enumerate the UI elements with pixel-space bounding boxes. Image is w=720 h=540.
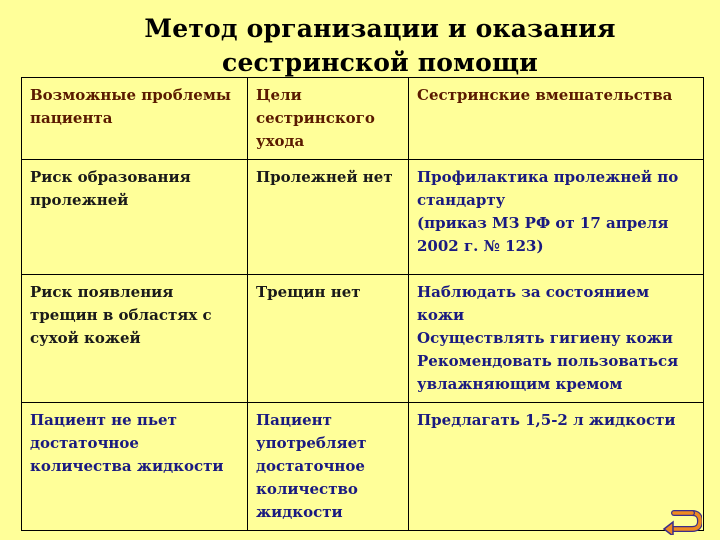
nursing-care-table bbox=[21, 77, 704, 531]
return-arrow-icon[interactable] bbox=[662, 507, 702, 535]
goal-cell: Трещин нет bbox=[248, 275, 409, 403]
header-problems: Возможные проблемы пациента bbox=[22, 78, 248, 160]
problem-cell: Риск образования пролежней bbox=[22, 160, 248, 275]
goal-cell: Пролежней нет bbox=[248, 160, 409, 275]
problem-cell: Риск появления трещин в областях с сухой кожей bbox=[22, 275, 248, 403]
interventions-cell bbox=[409, 275, 704, 403]
intervention-item: Наблюдать за состоянием кожи bbox=[417, 283, 650, 324]
problem-cell: Пациент не пьет достаточное количества жидкости bbox=[22, 403, 248, 531]
intervention-item: (приказ МЗ РФ от 17 апреля 2002 г. № 123) bbox=[417, 214, 669, 255]
page-title: Метод организации и оказания сестринской помощи bbox=[144, 14, 616, 77]
header-goals: Цели сестринского ухода bbox=[248, 78, 409, 160]
interventions-cell bbox=[409, 403, 704, 531]
interventions-cell bbox=[409, 160, 704, 275]
header-interventions: Сестринские вмешательства bbox=[409, 78, 704, 160]
intervention-item: Рекомендовать пользоваться увлажняющим кремом bbox=[417, 352, 679, 393]
table-row bbox=[22, 403, 704, 531]
table-row bbox=[22, 160, 704, 275]
intervention-item: Предлагать 1,5-2 л жидкости bbox=[417, 411, 676, 429]
table-row bbox=[22, 275, 704, 403]
goal-cell: Пациент употребляет достаточное количество жидкости bbox=[248, 403, 409, 531]
intervention-item: Профилактика пролежней по стандарту bbox=[417, 168, 679, 209]
intervention-item: Осуществлять гигиену кожи bbox=[417, 329, 673, 347]
table-header-row bbox=[22, 78, 704, 160]
